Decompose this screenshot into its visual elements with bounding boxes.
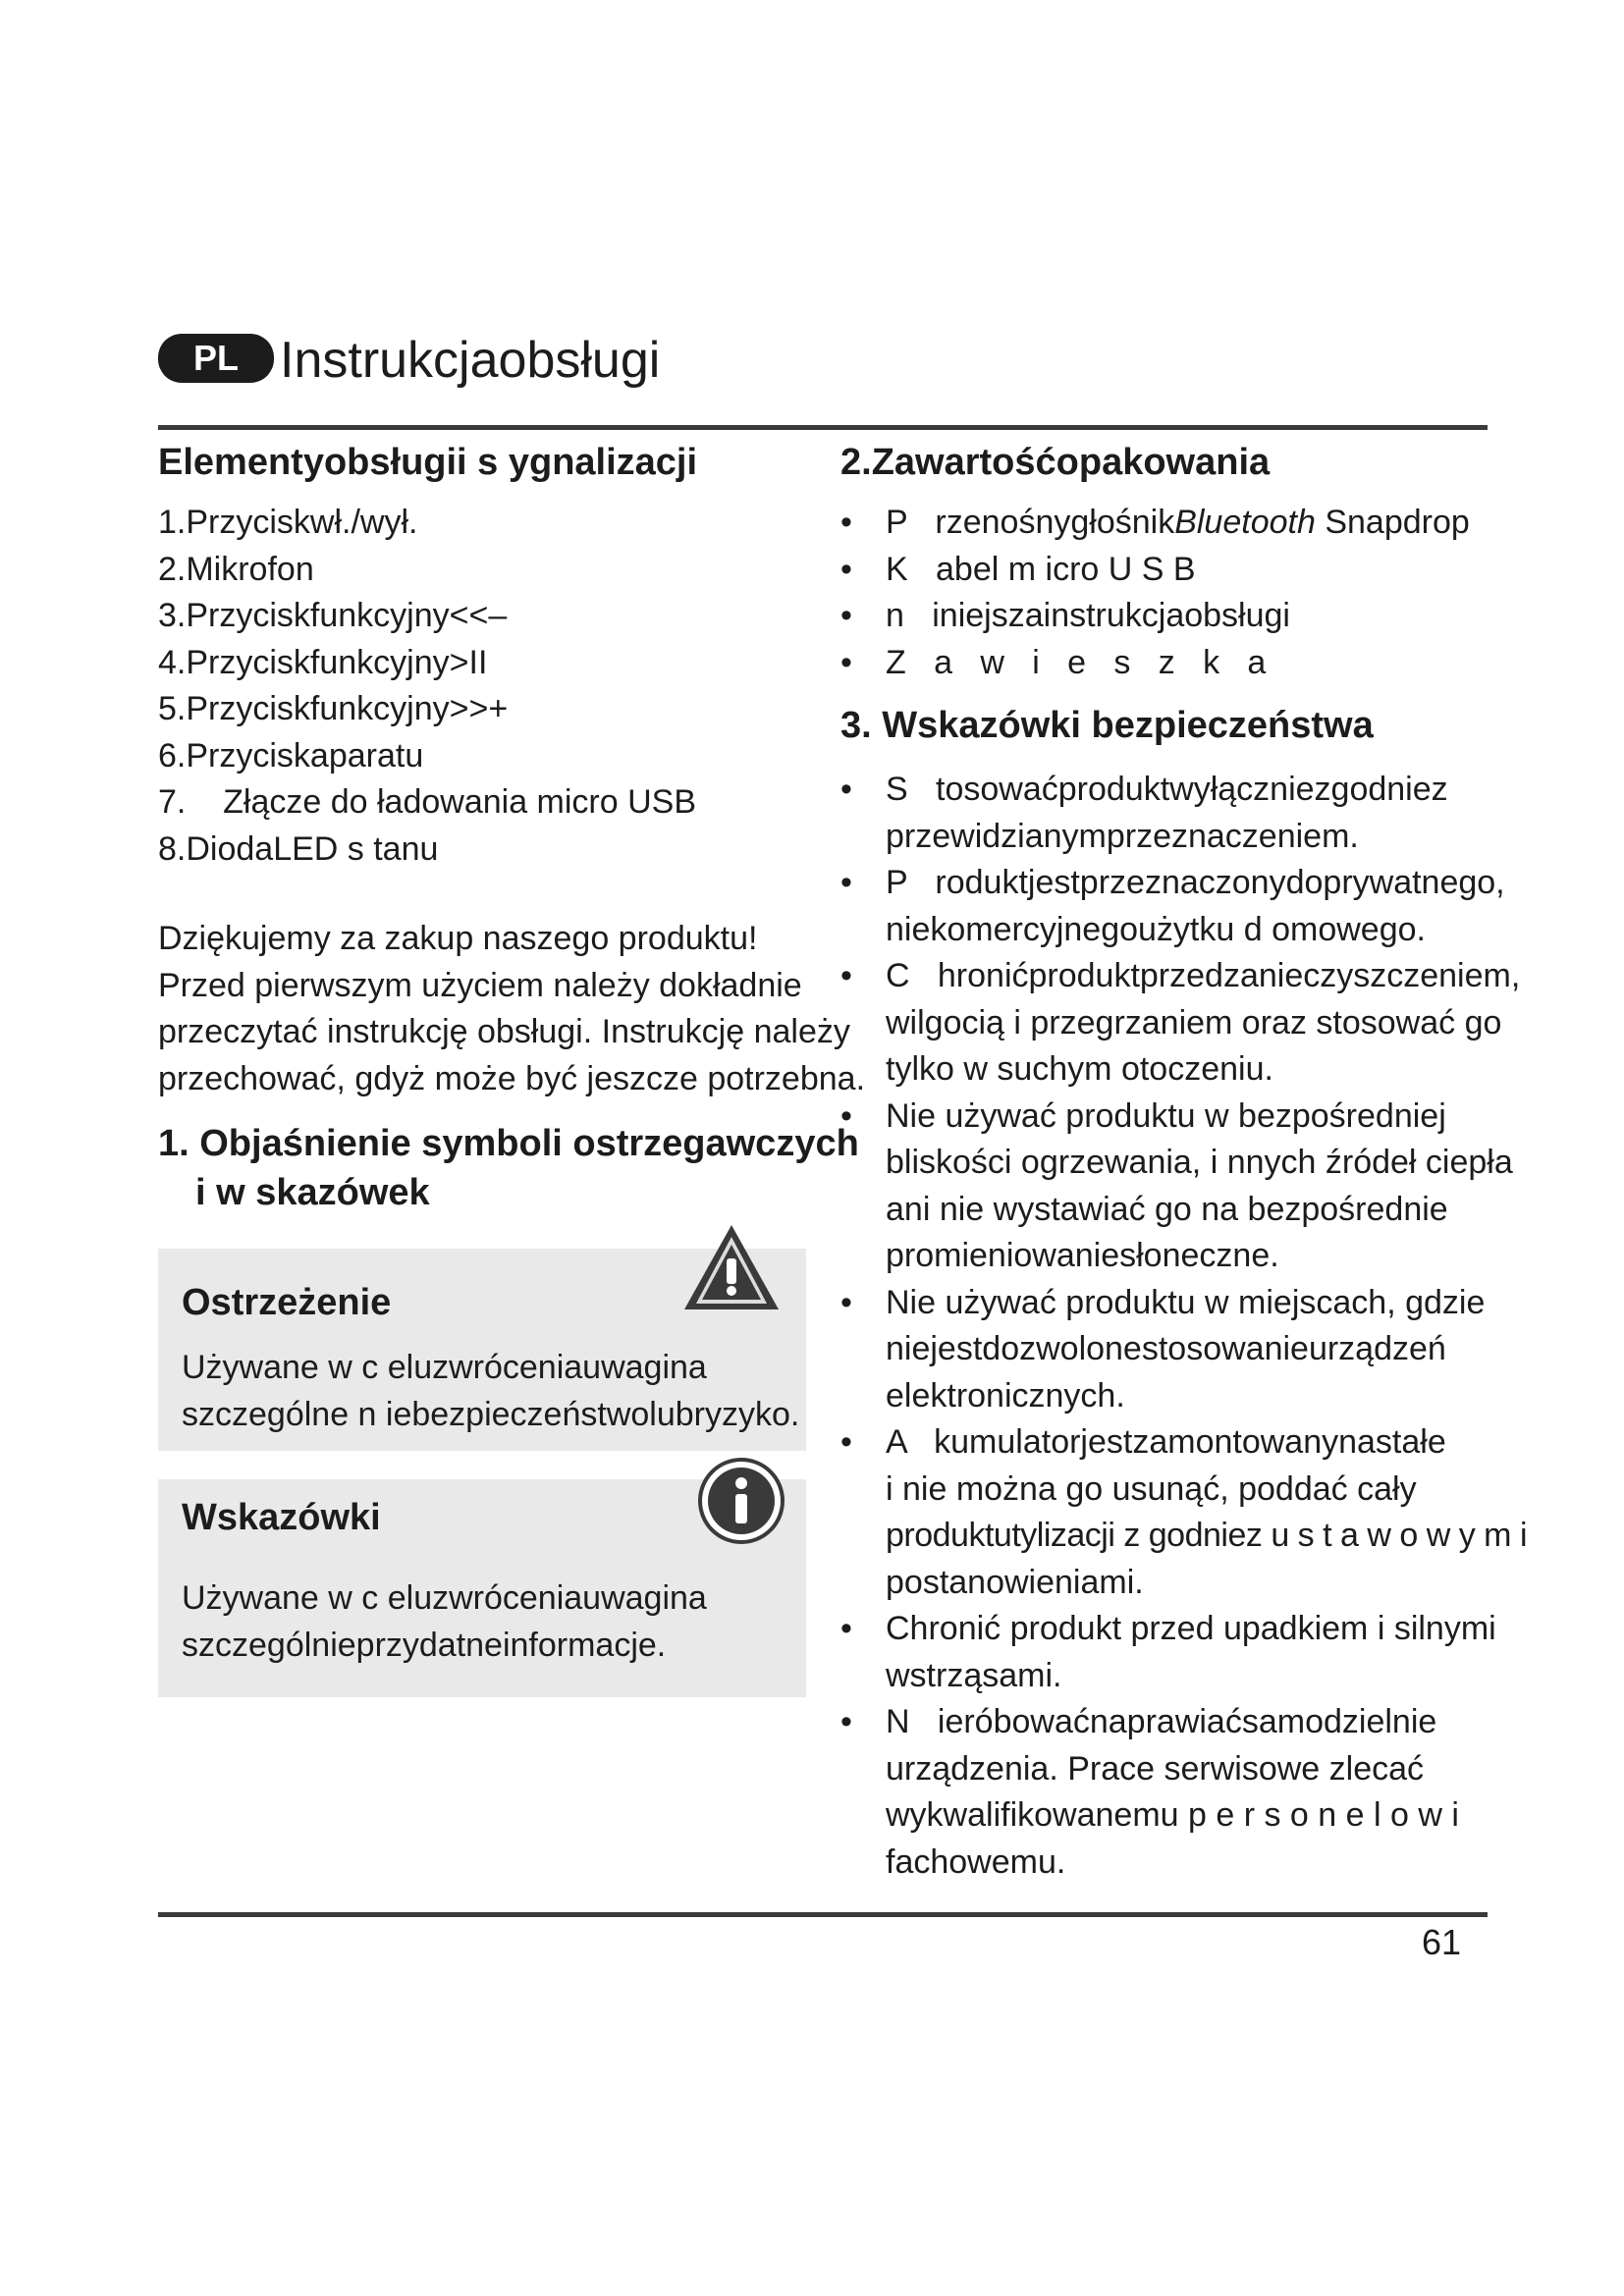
safety-item: • P roduktjestprzeznaczonydoprywatnego, niekomercyjnegoużytku d omowego. (840, 860, 1489, 953)
safety-item: • C hronićproduktprzedzanieczyszczeniem, wilgocią i przegrzaniem oraz stosować go tylko w suchym otoczeniu. (840, 953, 1489, 1094)
tips-box (158, 1479, 806, 1697)
section1-heading (158, 1119, 859, 1217)
intro-line: Przed pierwszym użyciem należy dokładnie (158, 966, 802, 1004)
package-item: • Z a w i e s z k a (840, 640, 1469, 687)
controls-item: 4.Przyciskfunkcyjny>II (158, 643, 488, 681)
warning-box-title: Ostrzeżenie (182, 1282, 392, 1323)
page-number: 61 (1422, 1922, 1462, 1962)
bottom-divider (158, 1912, 1488, 1917)
package-item: • n iniejszainstrukcjaobsługi (840, 593, 1469, 640)
intro-line: Dziękujemy za zakup naszego produktu! (158, 920, 758, 957)
document-title: Instrukcjaobsługi (280, 332, 661, 389)
controls-item: 1.Przyciskwł./wył. (158, 504, 418, 541)
tips-box-line: Używane w c eluzwróceniauwagina (182, 1579, 707, 1617)
warning-box-line: Używane w c eluzwróceniauwagina (182, 1349, 707, 1386)
language-badge: PL (158, 334, 274, 383)
section1-heading-line1: 1. Objaśnienie symboli ostrzegawczych (158, 1123, 859, 1164)
info-icon (698, 1458, 785, 1544)
section1-heading-line2: i w skazówek (195, 1172, 430, 1213)
safety-item: • S tosowaćproduktwyłączniezgodniez przewidzianymprzeznaczeniem. (840, 767, 1489, 860)
safety-item: • Nie używać produktu w bezpośredniej bliskości ogrzewania, i nnych źródeł ciepła ani nie wystawiać go na bezpośrednie promieniowaniesłoneczne. (840, 1094, 1489, 1280)
warning-box-line: szczególne n iebezpieczeństwolubryzyko. (182, 1395, 800, 1433)
controls-item: 5.Przyciskfunkcyjny>>+ (158, 690, 509, 727)
tips-box-text (182, 1575, 707, 1669)
controls-item: 6.Przyciskaparatu (158, 736, 424, 774)
controls-list (158, 500, 767, 873)
section3-heading: 3. Wskazówki bezpieczeństwa (840, 705, 1374, 746)
safety-item: • N ieróbowaćnaprawiaćsamodzielnie urządzenia. Prace serwisowe zlecać wykwalifikowanemu p e r s o n e l o w i fachowemu. (840, 1699, 1489, 1886)
package-item-brand: Bluetooth (1174, 504, 1316, 541)
tips-box-title: Wskazówki (182, 1497, 381, 1538)
intro-paragraph (158, 916, 866, 1102)
package-item-text: Snapdrop (1315, 504, 1470, 541)
safety-list (840, 767, 1527, 1886)
package-item: • K abel m icro U S B (840, 547, 1469, 594)
warning-box (158, 1249, 806, 1451)
safety-item: • Chronić produkt przed upadkiem i silnymi wstrząsami. (840, 1606, 1489, 1699)
package-item-text: P rzenośnygłośnik (886, 504, 1175, 541)
controls-item: 7. Złącze do ładowania micro USB (158, 783, 697, 821)
safety-item: • A kumulatorjestzamontowanynastałe i nie można go usunąć, poddać cały produktutylizacji z godniez u s t a w o w y m i postanowieniami. (840, 1419, 1489, 1606)
tips-box-line: szczególnieprzydatneinformacje. (182, 1626, 667, 1664)
controls-item: 2.Mikrofon (158, 550, 314, 588)
intro-line: przeczytać instrukcję obsługi. Instrukcję należy (158, 1013, 850, 1050)
top-divider (158, 425, 1488, 430)
intro-line: przechować, gdyż może być jeszcze potrzebna. (158, 1059, 866, 1097)
section2-heading: 2.Zawartośćopakowania (840, 442, 1271, 483)
package-contents-list (840, 500, 1469, 686)
warning-triangle-icon (680, 1221, 783, 1315)
controls-heading: Elementyobsługii s ygnalizacji (158, 442, 698, 483)
controls-item: 3.Przyciskfunkcyjny<<– (158, 597, 508, 634)
controls-item: 8.DiodaLED s tanu (158, 829, 439, 868)
safety-item: • Nie używać produktu w miejscach, gdzie niejestdozwolonestosowanieurządzeń elektronicznych. (840, 1280, 1489, 1420)
package-item (840, 500, 1469, 547)
warning-box-text (182, 1345, 799, 1438)
